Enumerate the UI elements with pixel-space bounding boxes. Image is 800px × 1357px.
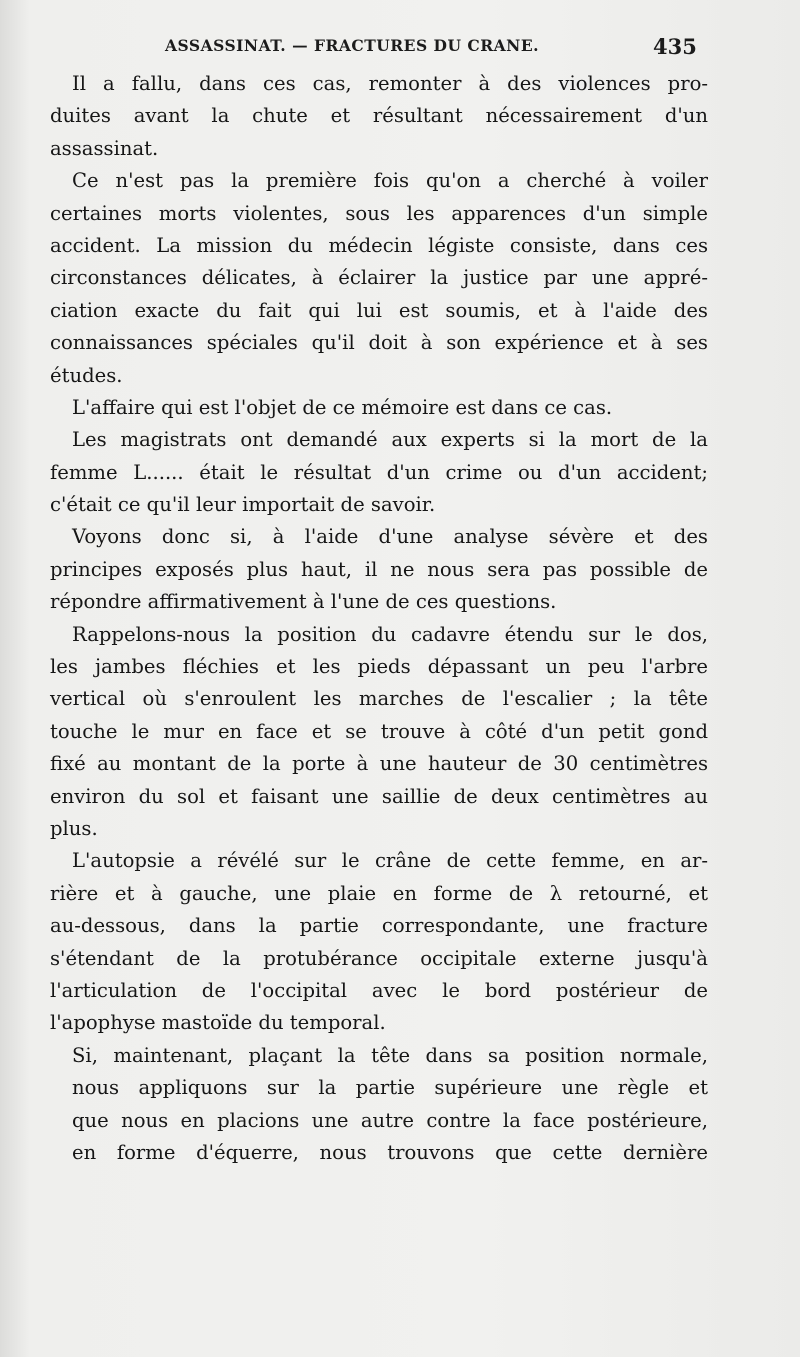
text-line: c'était ce qu'il leur importait de savoir. — [50, 493, 436, 517]
text-line: femme L...... était le résultat d'un crime ou d'un accident; — [50, 460, 708, 484]
page-header — [0, 32, 800, 62]
text-line: nous appliquons sur la partie supérieure une règle et — [72, 1076, 708, 1100]
text-line: que nous en placions une autre contre la face postérieure, — [72, 1108, 708, 1132]
text-line: Voyons donc si, à l'aide d'une analyse sévère et des — [72, 525, 708, 549]
text-line: plus. — [50, 816, 98, 840]
text-line: en forme d'équerre, nous trouvons que cette dernière — [72, 1140, 708, 1164]
text-line: principes exposés plus haut, il ne nous sera pas possible de — [50, 557, 708, 581]
text-line: au-dessous, dans la partie correspondante, une fracture — [50, 914, 708, 938]
text-line: Les magistrats ont demandé aux experts si la mort de la — [72, 428, 708, 452]
body-text — [50, 68, 708, 1169]
text-line: connaissances spéciales qu'il doit à son expérience et à ses — [50, 331, 708, 355]
text-line: répondre affirmativement à l'une de ces questions. — [50, 590, 557, 614]
text-line: études. — [50, 363, 123, 387]
text-line: touche le mur en face et se trouve à côté d'un petit gond — [50, 719, 708, 743]
running-title: ASSASSINAT. — FRACTURES DU CRANE. — [165, 36, 540, 55]
text-line: certaines morts violentes, sous les apparences d'un simple — [50, 201, 708, 225]
text-line: Rappelons-nous la position du cadavre étendu sur le dos, — [72, 622, 708, 646]
text-line: environ du sol et faisant une saillie de deux centimètres au — [50, 784, 708, 808]
text-line: s'étendant de la protubérance occipitale externe jusqu'à — [50, 946, 708, 970]
text-line: L'autopsie a révélé sur le crâne de cette femme, en ar- — [72, 849, 708, 873]
text-line: L'affaire qui est l'objet de ce mémoire est dans ce cas. — [72, 395, 613, 419]
page-number: 435 — [653, 34, 697, 59]
text-line: Ce n'est pas la première fois qu'on a cherché à voiler — [72, 169, 708, 193]
text-line: Si, maintenant, plaçant la tête dans sa position normale, — [72, 1043, 708, 1067]
text-line: rière et à gauche, une plaie en forme de λ retourné, et — [50, 881, 708, 905]
text-line: circonstances délicates, à éclairer la justice par une appré- — [50, 266, 708, 290]
text-line: ciation exacte du fait qui lui est soumis, et à l'aide des — [50, 298, 708, 322]
text-line: vertical où s'enroulent les marches de l'escalier ; la tête — [50, 687, 708, 711]
text-line: Il a fallu, dans ces cas, remonter à des violences pro- — [72, 72, 708, 95]
text-line: l'articulation de l'occipital avec le bord postérieur de — [50, 978, 708, 1002]
text-line: les jambes fléchies et les pieds dépassant un peu l'arbre — [50, 655, 708, 679]
text-line: assassinat. — [50, 136, 159, 160]
text-line: duites avant la chute et résultant nécessairement d'un — [50, 104, 708, 128]
text-line: accident. La mission du médecin légiste consiste, dans ces — [50, 233, 708, 257]
text-line: l'apophyse mastoïde du temporal. — [50, 1011, 386, 1035]
text-line: fixé au montant de la porte à une hauteur de 30 centimètres — [50, 752, 708, 776]
